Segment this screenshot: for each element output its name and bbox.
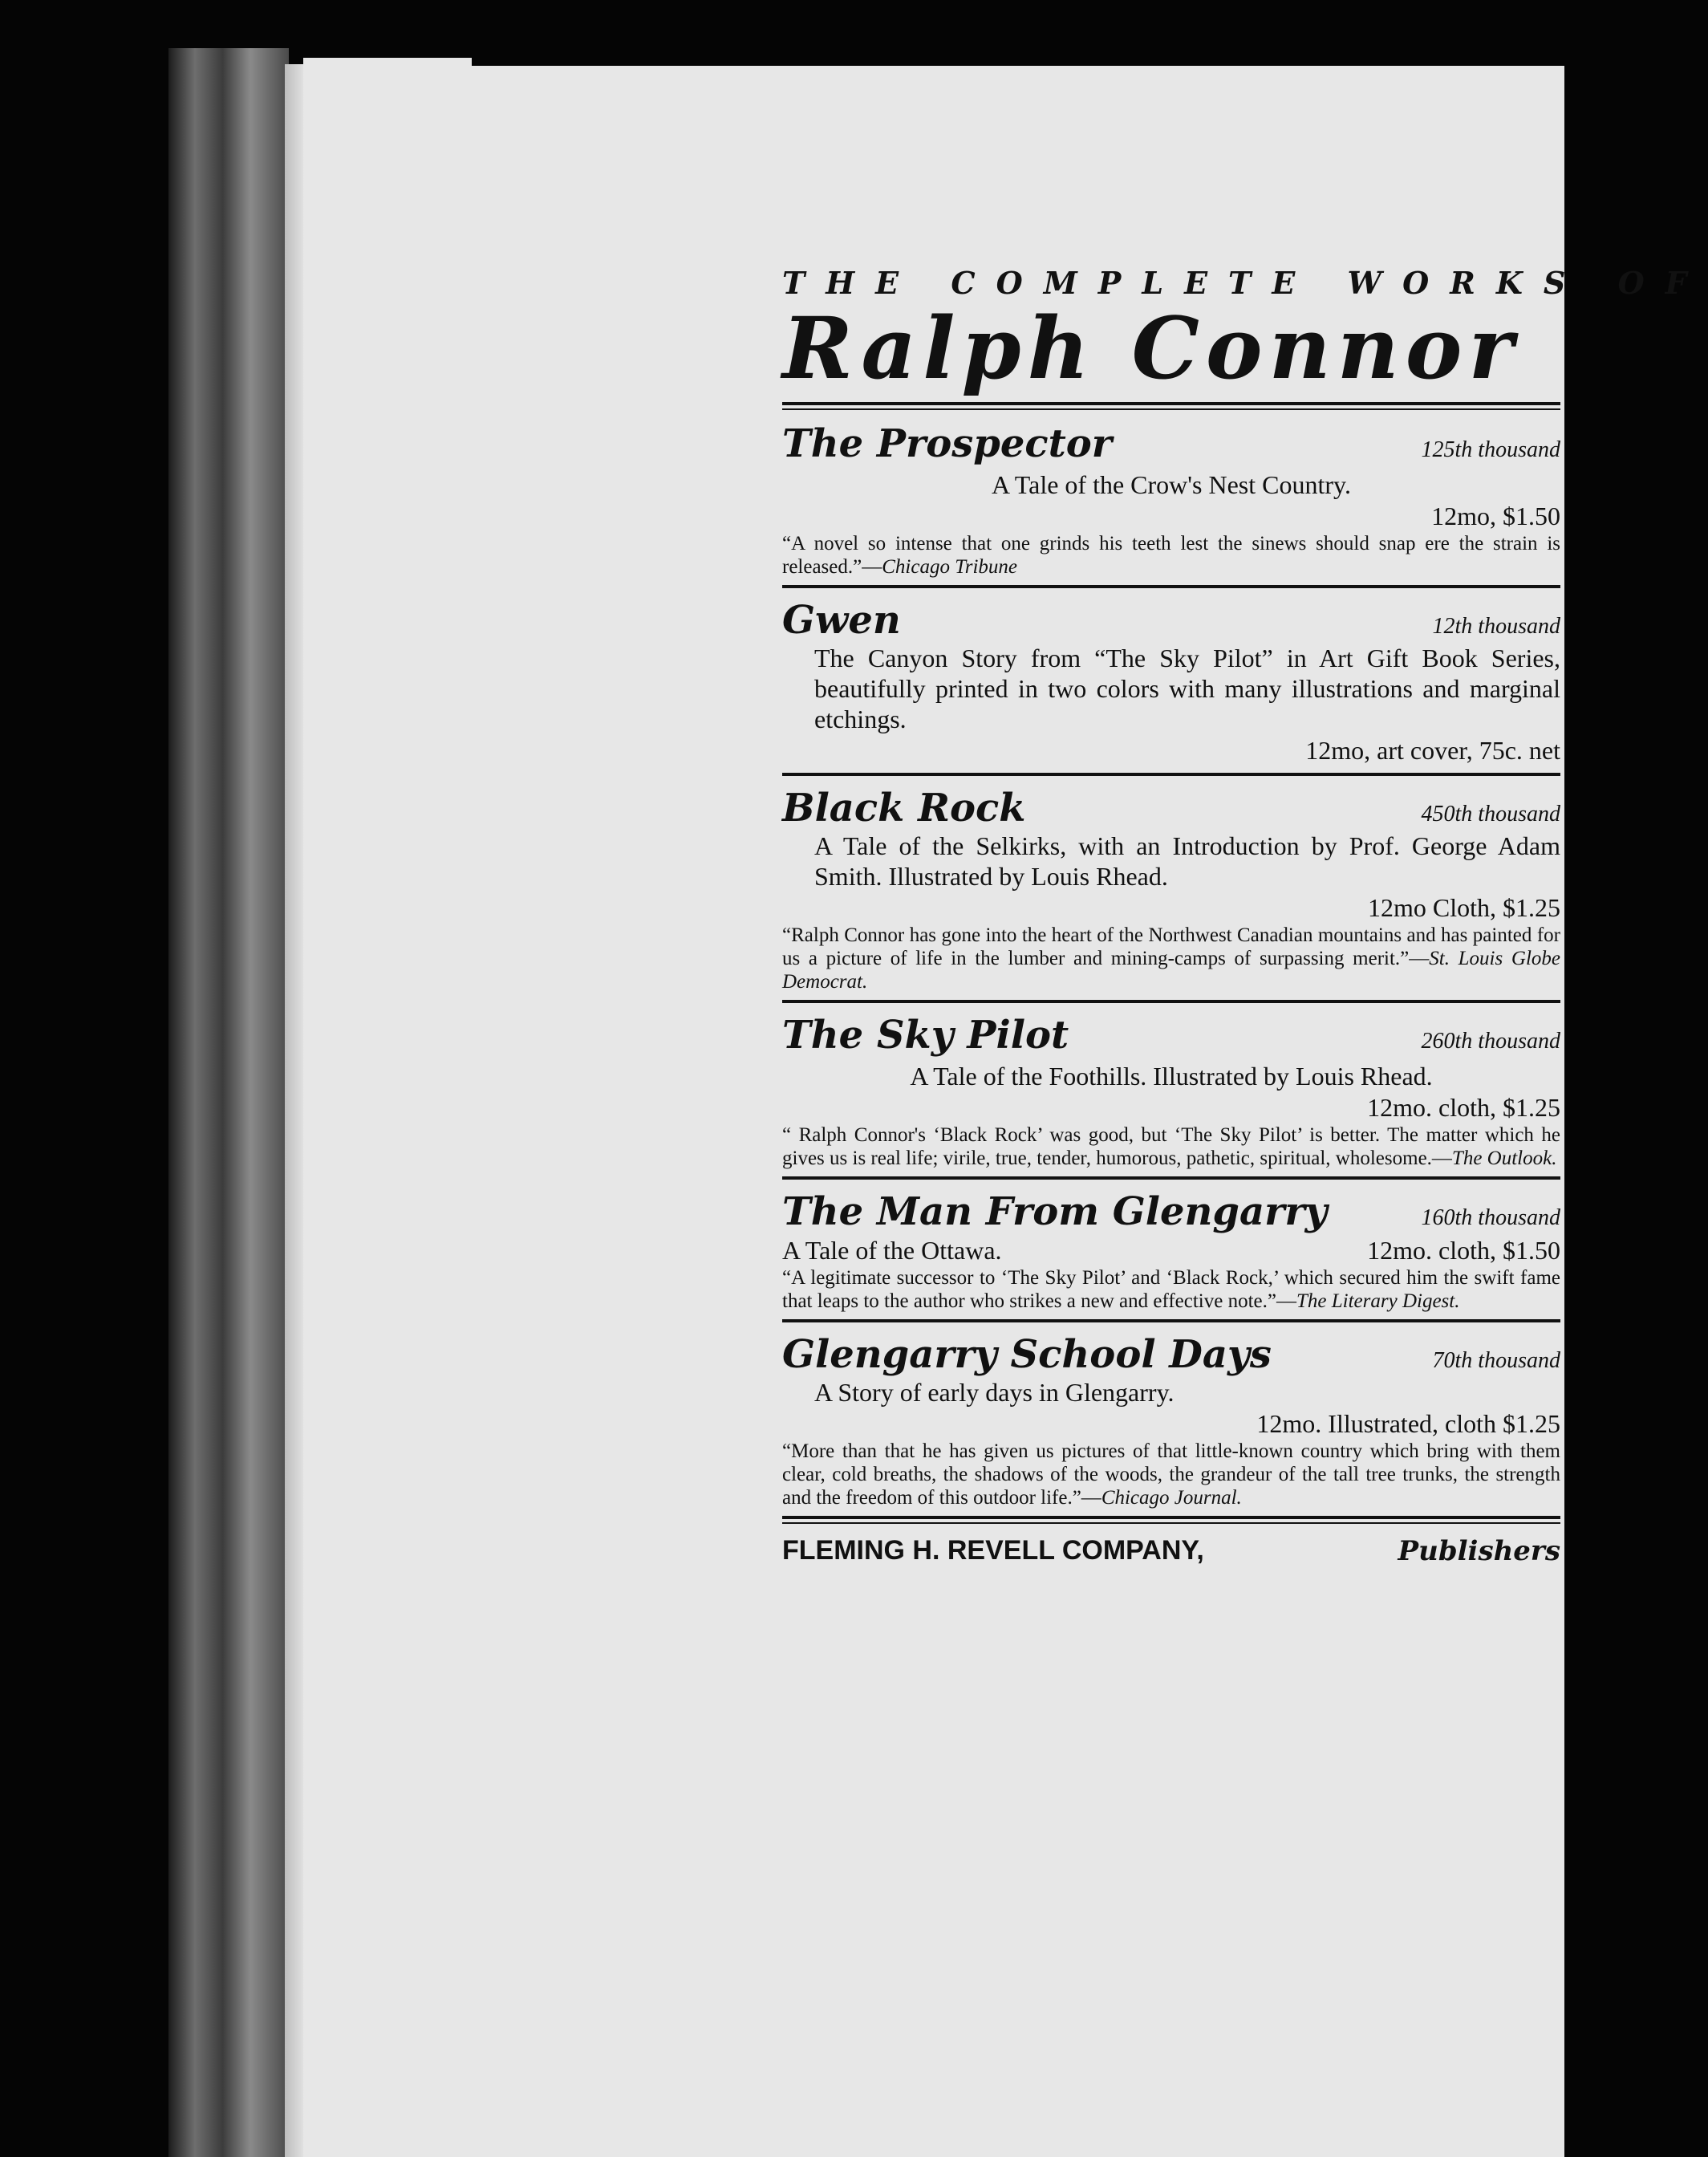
divider-rule <box>782 1319 1560 1322</box>
book-description: A Tale of the Selkirks, with an Introduction by Prof. George Adam Smith. Illustrated by Louis Rhead. <box>814 831 1560 891</box>
book-review: “ Ralph Connor's ‘Black Rock’ was good, but ‘The Sky Pilot’ is better. The matter which he gives us is real life; virile, true, tender, humorous, pathetic, spiritual, wholesome.—The Outlook. <box>782 1124 1560 1169</box>
book-price: 12mo, $1.50 <box>1431 502 1560 530</box>
book-price: 12mo. cloth, $1.25 <box>1367 1093 1560 1122</box>
review-source: Chicago Tribune <box>882 556 1017 578</box>
book-entry-sky-pilot <box>782 1013 1560 1170</box>
book-review: “Ralph Connor has gone into the heart of the Northwest Canadian mountains and has painted for us a picture of life in the lumber and mining-camps of surpassing merit.”—St. Louis Globe Democrat. <box>782 924 1560 993</box>
thousand-count: 260th thousand <box>1421 1029 1560 1054</box>
book-title: The Sky Pilot <box>782 1013 1069 1058</box>
book-title: Black Rock <box>782 786 1026 831</box>
author-name: Ralph Connor <box>782 298 1520 398</box>
thousand-count: 160th thousand <box>1421 1205 1560 1230</box>
publisher-name: FLEMING H. REVELL COMPANY, <box>782 1535 1204 1566</box>
book-spine-shadow <box>168 48 289 2157</box>
divider-rule <box>782 1000 1560 1003</box>
thousand-count: 12th thousand <box>1432 614 1560 639</box>
book-review: “A novel so intense that one grinds his teeth lest the sinews should snap ere the strain is released.”—Chicago Tribune <box>782 533 1560 578</box>
description-price-row <box>782 1234 1560 1266</box>
advertisement-column <box>782 265 1708 1567</box>
divider-rule <box>782 773 1560 776</box>
book-price: 12mo. Illustrated, cloth $1.25 <box>1256 1409 1560 1438</box>
book-description: A Tale of the Ottawa. <box>782 1236 1002 1265</box>
thousand-count: 450th thousand <box>1421 802 1560 827</box>
book-description: A Tale of the Crow's Nest Country. <box>992 470 1351 499</box>
book-entry-gwen <box>782 598 1560 766</box>
book-entry-man-from-glengarry <box>782 1189 1560 1313</box>
book-entry-glengarry-school-days <box>782 1332 1560 1509</box>
review-source: St. Louis Globe Democrat. <box>782 948 1560 993</box>
series-heading: THE COMPLETE WORKS OF <box>782 265 1708 301</box>
book-description: A Tale of the Foothills. Illustrated by Louis Rhead. <box>910 1062 1433 1091</box>
review-source: Chicago Journal. <box>1101 1487 1242 1509</box>
book-price: 12mo, art cover, 75c. net <box>1305 736 1560 765</box>
review-source: The Outlook. <box>1451 1148 1557 1169</box>
book-entry-black-rock <box>782 786 1560 993</box>
book-review: “A legitimate successor to ‘The Sky Pilot’ and ‘Black Rock,’ which secured him the swift fame that leaps to the author who strikes a new and effective note.”—The Literary Digest. <box>782 1267 1560 1312</box>
book-entry-prospector <box>782 421 1560 579</box>
book-title: The Prospector <box>782 421 1113 466</box>
thousand-count: 125th thousand <box>1421 437 1560 462</box>
book-review: “More than that he has given us pictures of that little-known country which bring with them clear, cold breaths, the shadows of the woods, the grandeur of the tall tree trunks, the strength and the freedom of this outdoor life.”—Chicago Journal. <box>782 1440 1560 1509</box>
book-price: 12mo Cloth, $1.25 <box>1367 893 1560 922</box>
divider-rule <box>782 585 1560 588</box>
book-price: 12mo. cloth, $1.50 <box>1367 1236 1560 1265</box>
page-edge <box>285 64 305 2157</box>
double-rule <box>782 1516 1560 1524</box>
book-title: The Man From Glengarry <box>782 1189 1328 1234</box>
review-source: The Literary Digest. <box>1296 1290 1460 1312</box>
publisher-line <box>782 1535 1560 1567</box>
book-description: The Canyon Story from “The Sky Pilot” in Art Gift Book Series, beautifully printed in two colors with many illustrations and marginal etchings. <box>814 644 1560 733</box>
double-rule <box>782 402 1560 410</box>
book-title: Gwen <box>782 598 901 643</box>
publisher-role: Publishers <box>1398 1535 1560 1567</box>
thousand-count: 70th thousand <box>1432 1348 1560 1373</box>
book-title: Glengarry School Days <box>782 1332 1272 1377</box>
divider-rule <box>782 1176 1560 1180</box>
book-description: A Story of early days in Glengarry. <box>814 1378 1175 1407</box>
